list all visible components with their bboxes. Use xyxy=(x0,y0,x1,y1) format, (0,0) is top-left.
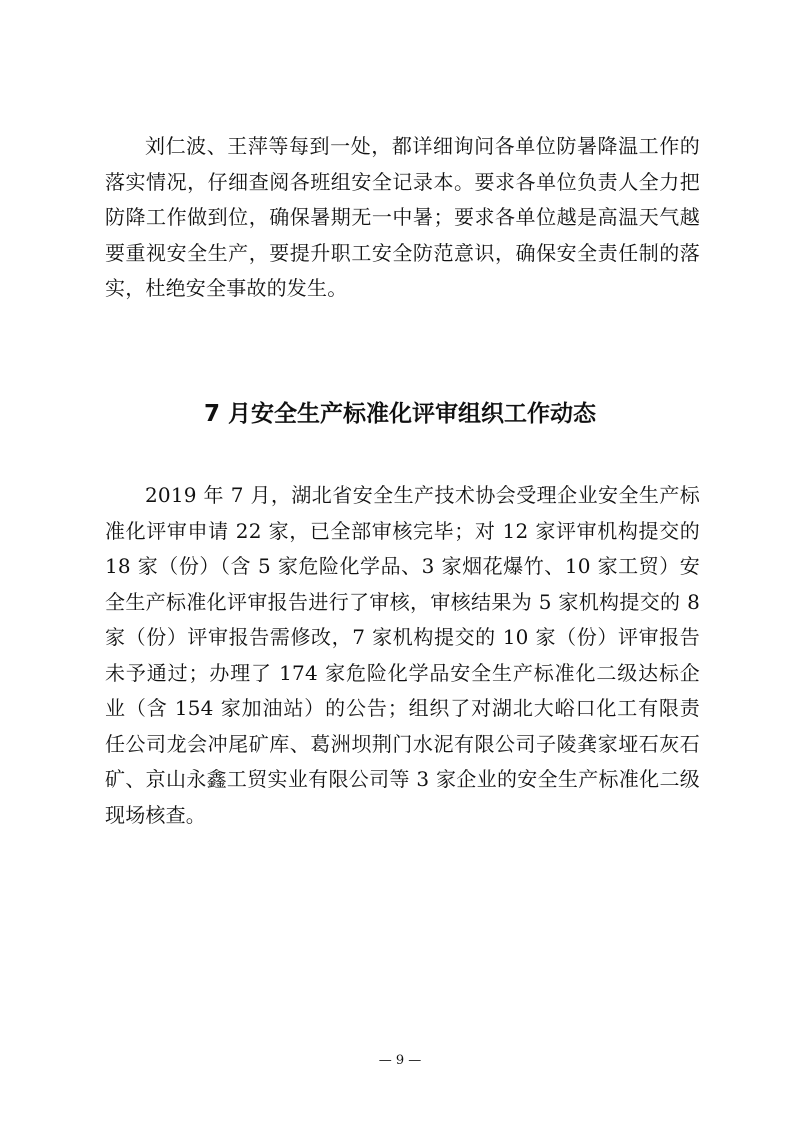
intro-paragraph: 刘仁波、王萍等每到一处，都详细询问各单位防暑降温工作的落实情况，仔细查阅各班组安全记录本。要求各单位负责人全力把防降工作做到位，确保暑期无一中暑；要求各单位越是高温天气越要重视安全生产，要提升职工安全防范意识，确保安全责任制的落实，杜绝安全事故的发生。 xyxy=(105,134,700,300)
section-body-paragraph: 2019 年 7 月，湖北省安全生产技术协会受理企业安全生产标准化评审申请 22 家，已全部审核完毕；对 12 家评审机构提交的 18 家（份）（含 5 家危险化学品、3 家烟花爆竹、10 家工贸）安全生产标准化评审报告进行了审核，审核结果为 5 家机构提交的 8 家（份）评审报告需修改，7 家机构提交的 10 家（份）评审报告未予通过；办理了 174 家危险化学品安全生产标准化二级达标企业（含 154 家加油站）的公告；组织了对湖北大峪口化工有限责任公司龙会冲尾矿库、葛洲坝荆门水泥有限公司子陵龚家垭石灰石矿、京山永鑫工贸实业有限公司等 3 家企业的安全生产标准化二级现场核查。 xyxy=(105,483,700,827)
section-heading: 7 月安全生产标准化评审组织工作动态 xyxy=(203,401,596,427)
page-number: — 9 — xyxy=(378,1053,422,1068)
